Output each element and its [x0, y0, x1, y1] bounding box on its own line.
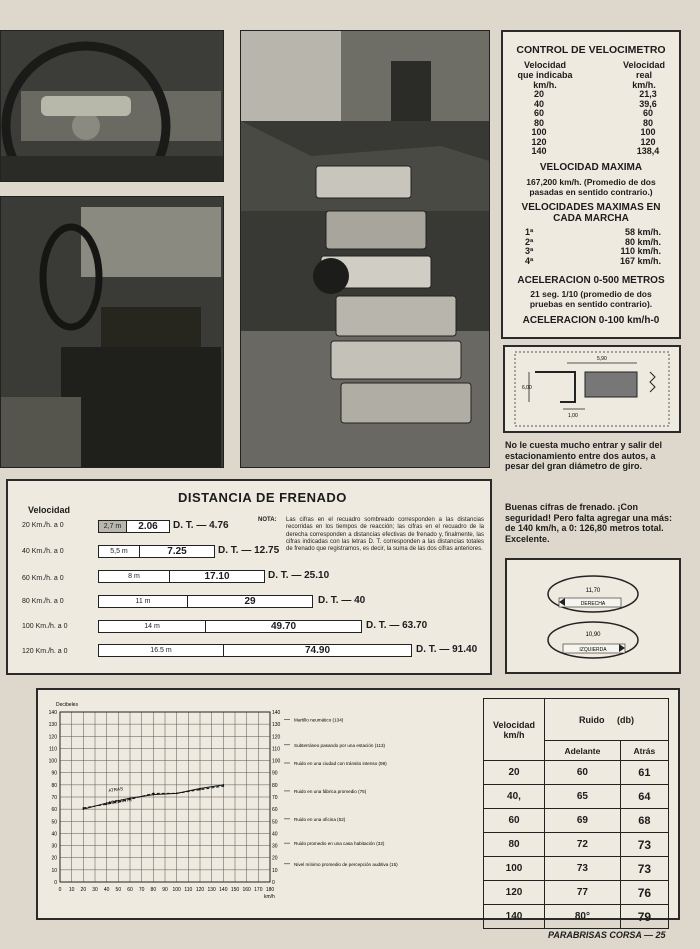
speedo-col1-head: [509, 60, 581, 90]
x-tick-label: 50: [115, 887, 122, 893]
noise-h-rear: Atrás: [620, 741, 668, 761]
real-val: 120: [640, 136, 656, 147]
dashboard-image: [1, 31, 223, 181]
noise-rear: 61: [620, 761, 668, 785]
y-tick-label-right: 60: [272, 807, 278, 814]
noise-h-speed: Velocidad km/h: [484, 699, 545, 761]
braking-bar: [98, 595, 313, 608]
y-tick-label: 130: [48, 722, 57, 729]
total-distance: D. T. — 12.75: [218, 545, 280, 556]
x-tick-label: 120: [195, 887, 205, 893]
dim-bottom: 1,00: [568, 413, 578, 419]
brake-seg: 2.06: [138, 521, 158, 532]
y-tick-label: 30: [51, 843, 57, 850]
brake-seg: 17.10: [204, 571, 230, 582]
real-val: 100: [640, 127, 656, 137]
reference-label: Ruido en una oficina (52): [294, 816, 346, 822]
accel2-title: ACELERACION 0-100 km/h-0: [522, 315, 660, 326]
noise-speed: 120: [484, 881, 545, 905]
gears-list: [525, 228, 661, 266]
y-tick-label-right: 130: [272, 722, 281, 729]
noise-h-front: Adelante: [545, 741, 621, 761]
interior-image: [1, 197, 223, 467]
y-tick-label-right: 90: [272, 770, 278, 777]
x-tick-label: 10: [68, 887, 75, 893]
reaction-seg: 5,5 m: [99, 546, 140, 557]
braking-note: Las cifras en el recuadro sombreado corresponden a las distancias recorridas en los tiempos de reacción; las cifras en el recuadro de la derecha corresponden a distancias efectivas de frenado y, finalmente, las cifras indicadas con las letras D. T. corresponden a las distancias totales de frenado que registramos, es decir, la suma de las dos cifras anteriores.: [286, 517, 484, 553]
y-tick-label: 140: [48, 710, 57, 716]
x-tick-label: 90: [162, 887, 168, 893]
col2-head-line: km/h.: [632, 80, 656, 90]
y-tick-label-right: 100: [272, 758, 281, 765]
noise-front: 72: [545, 833, 621, 857]
photo-trunk: [240, 30, 490, 468]
series-label-atras: ATRAS: [108, 786, 124, 794]
real-val: 39,6: [639, 98, 657, 109]
total-distance: D. T. — 40: [318, 595, 366, 606]
noise-rear: 73: [620, 857, 668, 881]
accel-title: ACELERACION 0-500 METROS: [517, 275, 665, 286]
data-point: [223, 784, 225, 786]
speedo-title: CONTROL DE VELOCIMETRO: [516, 44, 666, 56]
braking-speed-label: 60 Km./h. a 0: [22, 575, 64, 582]
real-val: 21,3: [639, 89, 657, 99]
reaction-seg: 11 m: [99, 596, 188, 607]
braking-title: DISTANCIA DE FRENADO: [178, 490, 347, 505]
speedometer-panel: [501, 30, 681, 339]
braking-bar: [98, 644, 412, 657]
speedo-row: [509, 147, 673, 157]
y-tick-label: 100: [48, 758, 57, 765]
braking-speed-label: 120 Km./h. a 0: [22, 648, 68, 655]
total-distance: D. T. — 25.10: [268, 570, 330, 581]
col1-head-line: que indicaba: [517, 70, 573, 80]
braking-bar: [98, 545, 215, 558]
col2-head-line: Velocidad: [622, 60, 666, 70]
total-distance: D. T. — 4.76: [173, 520, 229, 531]
noise-speed: 80: [484, 833, 545, 857]
y-tick-label: 90: [51, 770, 57, 777]
reaction-seg: 8 m: [99, 571, 170, 582]
noise-rear: 73: [620, 833, 668, 857]
y-tick-label: 80: [51, 782, 57, 789]
trunk-image: [241, 31, 489, 467]
dim-side: 6,00: [522, 385, 532, 391]
y-tick-label-right: 30: [272, 843, 278, 850]
reference-label: Subterráneo pasando por una estación (113): [294, 742, 386, 748]
max-speed-title: VELOCIDAD MAXIMA: [539, 162, 643, 173]
turn-right-lbl: DERECHA: [580, 601, 606, 607]
data-point: [83, 808, 85, 810]
noise-rear: 79: [620, 905, 668, 929]
max-speed-text: 167,200 km/h. (Promedio de dos pasadas en sentido contrario.): [526, 177, 656, 197]
caption-braking: Buenas cifras de frenado. ¡Con seguridad! Pero falta agregar una más: de 140 km/h, a 0: 126,80 metros total. Excelente.: [505, 502, 673, 544]
x-axis-label: km/h: [264, 894, 275, 900]
col1-head-line: km/h.: [533, 80, 557, 90]
noise-rear: 76: [620, 881, 668, 905]
col1-head-line: Velocidad: [523, 60, 567, 70]
gears-title: VELOCIDADES MAXIMAS EN CADA MARCHA: [521, 202, 661, 224]
real-val: 80: [642, 117, 653, 128]
turning-svg: [507, 560, 679, 672]
braking-bar: [98, 620, 362, 633]
y-tick-label-right: 50: [272, 819, 278, 826]
col2-head-line: real: [635, 70, 652, 80]
y-tick-label: 110: [49, 746, 57, 753]
real-val: 60: [642, 108, 653, 118]
x-tick-label: 110: [184, 887, 193, 893]
noise-front: 60: [545, 761, 621, 785]
x-tick-label: 30: [92, 887, 98, 893]
braking-bar: [98, 570, 265, 583]
noise-chart-panel: [36, 688, 680, 924]
y-tick-label-right: 0: [272, 880, 275, 886]
noise-h-noise-text: Ruido: [578, 714, 605, 725]
note-label: NOTA:: [258, 517, 277, 523]
reaction-seg: 16.5 m: [99, 645, 224, 656]
y-tick-label-right: 10: [272, 867, 278, 874]
series-label-adelante: ADELANTE: [108, 797, 133, 806]
x-tick-label: 80: [150, 887, 157, 893]
reaction-seg: 14 m: [99, 621, 206, 632]
reference-label: Martillo neumático (134): [294, 717, 344, 723]
x-tick-label: 0: [58, 887, 62, 893]
ind-val: 40: [533, 98, 544, 109]
x-tick-label: 60: [127, 887, 133, 893]
accel-text: 21 seg. 1/10 (promedio de dos pruebas en sentido contrario).: [529, 289, 653, 309]
y-tick-label: 40: [51, 831, 57, 838]
noise-chart: [38, 690, 478, 918]
y-tick-label: 120: [48, 734, 57, 741]
y-tick-label-right: 20: [272, 855, 278, 862]
ind-val: 120: [531, 136, 547, 147]
gear-num: 2ª: [525, 236, 534, 247]
x-tick-label: 170: [254, 887, 263, 893]
speedo-col2-head: [613, 60, 675, 90]
braking-bar: [98, 520, 170, 533]
dim-top: 5,90: [597, 356, 607, 362]
x-tick-label: 140: [219, 887, 228, 893]
x-tick-label: 100: [172, 887, 181, 893]
gear-speed: 58 km/h.: [624, 227, 661, 237]
gear-speed: 80 km/h.: [624, 236, 661, 247]
x-tick-label: 40: [103, 887, 110, 893]
gear-num: 1ª: [525, 227, 534, 237]
x-tick-label: 180: [265, 887, 275, 893]
y-tick-label: 50: [51, 819, 57, 826]
brake-seg: 29: [244, 596, 256, 607]
page-footer: PARABRISAS CORSA — 25: [548, 930, 666, 940]
speedo-rows: [509, 90, 673, 157]
gear-num: 3ª: [525, 246, 534, 256]
y-tick-label-right: 140: [272, 710, 281, 716]
ind-val: 60: [533, 108, 544, 118]
caption-parking: No le cuesta mucho entrar y salir del estacionamiento entre dos autos, a pesar del gran diámetro de giro.: [505, 440, 663, 471]
brake-seg: 7.25: [167, 546, 187, 557]
noise-front: 80°: [545, 905, 621, 929]
turning-circle-panel: [505, 558, 681, 674]
reference-label: Ruido en una ciudad con tránsito intenso (98): [294, 761, 387, 766]
y-tick-label: 20: [51, 855, 57, 862]
photo-interior: [0, 196, 224, 468]
y-axis-label: Decibeles: [56, 702, 78, 708]
braking-vel-label: Velocidad: [28, 505, 71, 515]
noise-front: 69: [545, 809, 621, 833]
x-tick-label: 160: [242, 887, 251, 893]
ind-val: 100: [531, 127, 547, 137]
braking-speed-label: 20 Km./h. a 0: [22, 522, 64, 529]
parking-svg: [505, 347, 679, 431]
photo-dashboard: [0, 30, 224, 182]
noise-speed: 20: [484, 761, 545, 785]
y-tick-label: 70: [51, 795, 57, 801]
reaction-seg: 2,7 m: [99, 521, 127, 532]
noise-h-unit: (db): [617, 714, 634, 725]
noise-rear: 68: [620, 809, 668, 833]
turn-right-val: 11,70: [585, 588, 601, 594]
y-tick-label-right: 40: [272, 831, 278, 838]
noise-front: 73: [545, 857, 621, 881]
noise-rear: 64: [620, 785, 668, 809]
brake-seg: 49.70: [270, 621, 297, 632]
y-tick-label-right: 70: [272, 795, 278, 801]
noise-speed: 100: [484, 857, 545, 881]
noise-h-noise: [545, 699, 669, 741]
data-point: [153, 794, 155, 796]
x-tick-label: 70: [138, 887, 145, 893]
reference-label: Ruido en una fábrica promedio (75): [294, 788, 367, 794]
noise-front: 77: [545, 881, 621, 905]
turn-left-lbl: IZQUIERDA: [579, 647, 607, 653]
noise-table: [483, 698, 669, 929]
total-distance: D. T. — 63.70: [366, 620, 428, 631]
ind-val: 20: [533, 89, 544, 99]
parking-diagram: [503, 345, 681, 433]
gear-num: 4ª: [525, 255, 534, 266]
ind-val: 80: [533, 117, 544, 128]
x-tick-label: 20: [80, 887, 87, 893]
noise-speed: 140: [484, 905, 545, 929]
noise-front: 65: [545, 785, 621, 809]
y-tick-label-right: 110: [272, 746, 280, 753]
braking-speed-label: 100 Km./h. a 0: [22, 623, 68, 630]
noise-speed: 60: [484, 809, 545, 833]
total-distance: D. T. — 91.40: [416, 644, 478, 655]
brake-seg: 74.90: [304, 645, 331, 656]
noise-table-wrap: [483, 698, 669, 929]
real-val: 138,4: [636, 146, 660, 156]
data-point: [106, 802, 108, 804]
turn-left-val: 10,90: [585, 632, 601, 638]
y-tick-label-right: 80: [272, 782, 278, 789]
reference-label: Ruido promedio en una casa habitación (32): [294, 841, 385, 847]
x-tick-label: 130: [207, 887, 216, 893]
braking-speed-label: 80 Km./h. a 0: [22, 598, 64, 605]
gear-row: [525, 257, 661, 267]
gear-speed: 167 km/h.: [619, 255, 661, 266]
y-tick-label: 10: [51, 867, 57, 874]
gear-speed: 110 km/h.: [620, 246, 661, 256]
x-tick-label: 150: [230, 887, 240, 893]
y-tick-label: 60: [51, 807, 57, 814]
y-tick-label: 0: [54, 880, 57, 886]
data-point: [176, 793, 178, 795]
braking-speed-label: 40 Km./h. a 0: [22, 548, 64, 555]
reference-label: Nivel mínimo promedio de percepción auditiva (15): [294, 861, 398, 867]
noise-speed: 40,: [484, 785, 545, 809]
data-point: [199, 788, 201, 790]
ind-val: 140: [531, 146, 547, 156]
y-tick-label-right: 120: [272, 734, 281, 741]
